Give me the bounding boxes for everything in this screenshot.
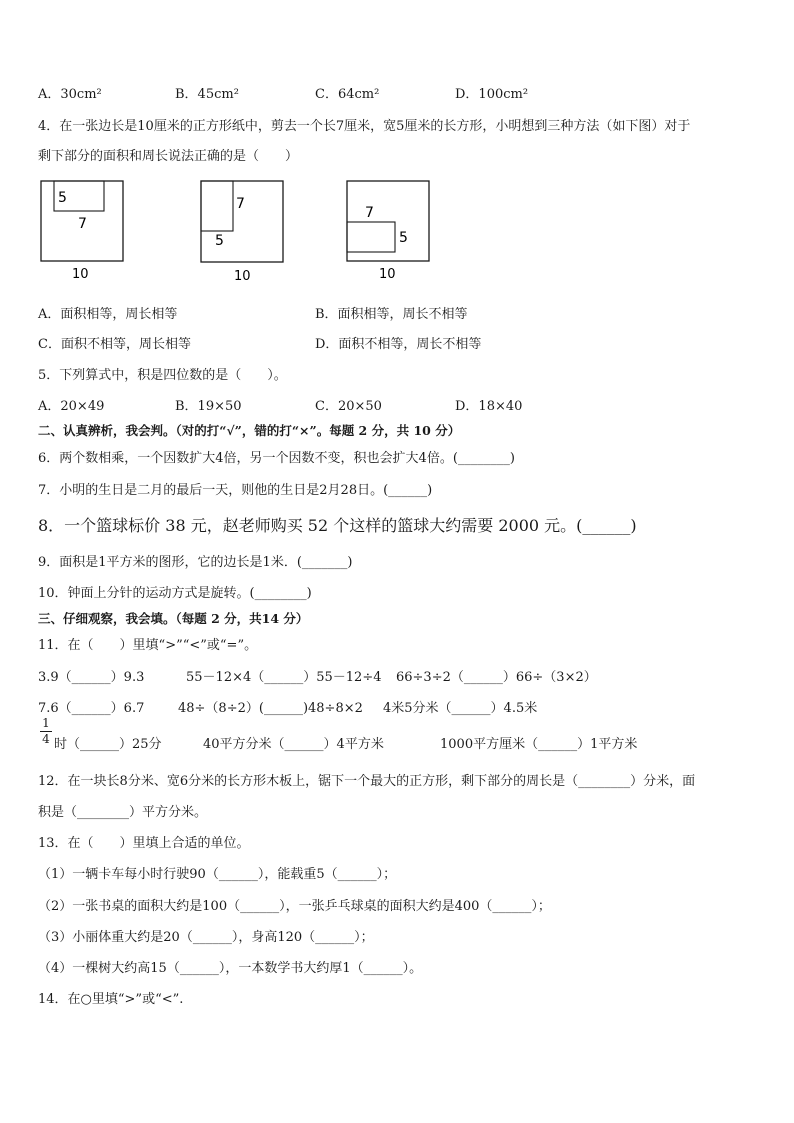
section-2-heading: 二、认真辨析，我会判。（对的打“√”，错的打“×”。每题 2 分，共 10 分） bbox=[38, 423, 461, 438]
q4-figure-1 bbox=[38, 178, 128, 288]
q5-option-c: C．20×50 bbox=[315, 399, 382, 414]
q12-line1: 12．在一块长8分米、宽6分米的长方形木板上，锯下一个最大的正方形，剩下部分的周长是（________）分米，面 bbox=[38, 774, 696, 789]
q9: 9．面积是1平方米的图形，它的边长是1米．(_______) bbox=[38, 555, 353, 570]
q10: 10．钟面上分针的运动方式是旋转。(________) bbox=[38, 586, 312, 601]
q13-item-2: （2）一张书桌的面积大约是100（______），一张乒乓球桌的面积大约是400（______）； bbox=[38, 899, 551, 914]
fig2-label-side: 10 bbox=[234, 269, 251, 284]
q14-stem: 14．在○里填“>”或“<”. bbox=[38, 992, 184, 1007]
q7: 7．小明的生日是二月的最后一天，则他的生日是2月28日。(______) bbox=[38, 483, 433, 498]
q5-stem: 5．下列算式中，积是四位数的是（ ）。 bbox=[38, 368, 287, 383]
q11-row2-item3: 4米5分米（______）4.5米 bbox=[383, 701, 538, 716]
q5-option-a: A．20×49 bbox=[38, 399, 105, 414]
q11-row2-item1: 7.6（______）6.7 bbox=[38, 701, 145, 716]
q11-row2-item2: 48÷（8÷2）(______)48÷8×2 bbox=[178, 701, 363, 716]
q4-stem-line1: 4．在一张边长是10厘米的正方形纸中，剪去一个长7厘米，宽5厘米的长方形，小明想到三种方法（如下图）对于 bbox=[38, 119, 691, 134]
q5-option-b: B．19×50 bbox=[175, 399, 242, 414]
q11-row3-item2: 40平方分米（______）4平方米 bbox=[203, 737, 384, 752]
q3-option-d: D．100cm² bbox=[455, 87, 529, 102]
section-3-heading: 三、仔细观察，我会填。（每题 2 分，共14 分） bbox=[38, 611, 309, 626]
q5-option-d: D．18×40 bbox=[455, 399, 523, 414]
fig2-label-short: 5 bbox=[215, 233, 224, 249]
q4-option-c: C．面积不相等，周长相等 bbox=[38, 337, 191, 352]
q3-option-a: A．30cm² bbox=[38, 87, 102, 102]
q13-item-3: （3）小丽体重大约是20（______），身高120（______）； bbox=[38, 930, 374, 945]
q11-row1-item3: 66÷3÷2（______）66÷（3×2） bbox=[396, 670, 597, 685]
q8: 8．一个篮球标价 38 元，赵老师购买 52 个这样的篮球大约需要 2000 元。(______) bbox=[38, 516, 637, 535]
q4-option-b: B．面积相等，周长不相等 bbox=[315, 307, 468, 322]
q13-stem: 13．在（ ）里填上合适的单位。 bbox=[38, 836, 250, 851]
fraction-numerator: 1 bbox=[42, 716, 50, 730]
q4-option-a: A．面积相等，周长相等 bbox=[38, 307, 178, 322]
q13-item-1: （1）一辆卡车每小时行驶90（______），能载重5（______）； bbox=[38, 867, 397, 882]
fraction-denominator: 4 bbox=[42, 732, 50, 746]
q11-row3-item1: 时（______）25分 bbox=[54, 737, 162, 752]
q4-figure-3 bbox=[344, 178, 434, 288]
fig1-label-long: 7 bbox=[78, 216, 87, 232]
fig1-label-side: 10 bbox=[72, 267, 89, 282]
q11-stem: 11．在（ ）里填“>”“<”或“=”。 bbox=[38, 638, 258, 653]
fig3-label-long: 7 bbox=[365, 205, 374, 221]
q13-item-4: （4）一棵树大约高15（______），一本数学书大约厚1（______）。 bbox=[38, 961, 423, 976]
fig3-label-short: 5 bbox=[399, 230, 408, 246]
q11-fraction-one-quarter bbox=[40, 717, 52, 746]
q4-stem-line2: 剩下部分的面积和周长说法正确的是（ ） bbox=[38, 149, 299, 164]
q11-row1-item1: 3.9（______）9.3 bbox=[38, 670, 145, 685]
q4-option-d: D．面积不相等，周长不相等 bbox=[315, 337, 482, 352]
fig1-label-short: 5 bbox=[58, 190, 67, 206]
q11-row3-item3: 1000平方厘米（______）1平方米 bbox=[440, 737, 638, 752]
q11-row1-item2: 55－12×4（______）55－12÷4 bbox=[186, 670, 382, 685]
q3-option-c: C．64cm² bbox=[315, 87, 380, 102]
q12-line2: 积是（________）平方分米。 bbox=[38, 805, 208, 820]
fig2-label-long: 7 bbox=[236, 196, 245, 212]
fig3-label-side: 10 bbox=[379, 267, 396, 282]
q4-figure-2 bbox=[198, 178, 288, 290]
q3-option-b: B．45cm² bbox=[175, 87, 239, 102]
q6: 6．两个数相乘，一个因数扩大4倍，另一个因数不变，积也会扩大4倍。(________) bbox=[38, 451, 515, 466]
